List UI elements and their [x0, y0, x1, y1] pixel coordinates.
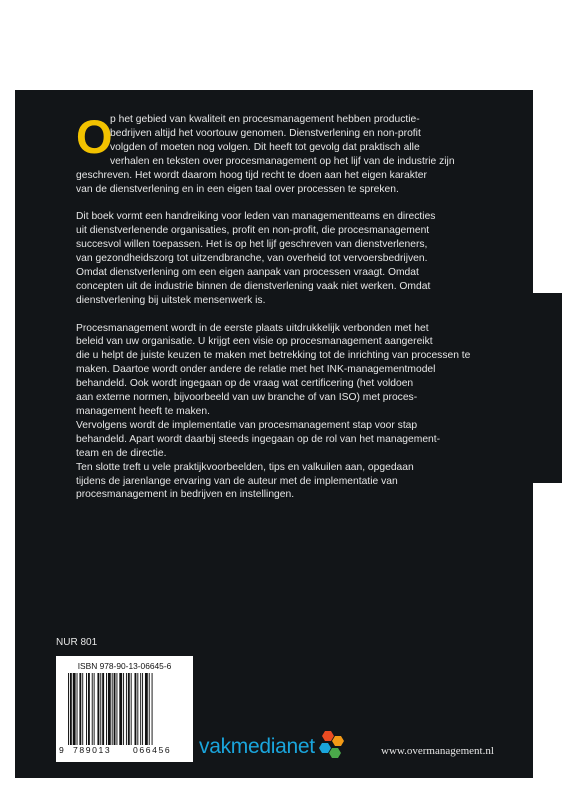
barcode-left-digits: 789013 — [73, 745, 112, 755]
text-line: beleid van uw organisatie. U krijgt een visie op procesmanagement aangereikt — [76, 336, 433, 348]
barcode-bar — [119, 673, 122, 745]
cover-flap — [533, 293, 562, 483]
text-line: verhalen en teksten over procesmanagement op het lijf van de industrie zijn — [110, 155, 455, 167]
text-line: Procesmanagement wordt in de eerste plaats uitdrukkelijk verbonden met het — [76, 322, 429, 334]
paragraph-1 — [76, 110, 501, 196]
text-line: dienstverlening bij uitstek mensenwerk is. — [76, 294, 266, 306]
text-line: p het gebied van kwaliteit en procesmanagement hebben productie- — [110, 114, 420, 125]
paragraph-2 — [76, 210, 501, 307]
paragraph-3 — [76, 322, 501, 503]
barcode-bar — [128, 673, 130, 745]
text-line: team en de directie. — [76, 447, 167, 459]
barcode-bar — [68, 673, 69, 745]
barcode-bar — [79, 673, 81, 745]
hexagon-red — [322, 731, 334, 741]
text-line: bedrijven altijd het voortouw genomen. Dienstverlening en non-profit — [110, 127, 421, 139]
text-line: uit dienstverlenende organisaties, profit en non-profit, die procesmanagement — [76, 225, 430, 237]
barcode-bar — [82, 673, 83, 745]
barcode-bar — [152, 673, 153, 745]
barcode-bar — [102, 673, 104, 745]
text-line: van gezondheidszorg tot uitzendbranche, van overheid tot vervoersbedrijven. — [76, 253, 428, 265]
hexagon-blue — [319, 743, 331, 753]
barcode-bar — [77, 673, 78, 745]
website-url: www.overmanagement.nl — [381, 745, 494, 757]
text-line: procesmanagement in bedrijven en instellingen. — [76, 489, 295, 501]
barcode-bar — [114, 673, 116, 745]
text-line: behandeld. Ook wordt ingegaan op de vraag wat certificering (het voldoen — [76, 378, 414, 390]
hexagon-cluster-icon — [316, 730, 350, 760]
barcode-bar — [149, 673, 150, 745]
text-line: concepten uit de industrie binnen de dienstverlening vaak niet werken. Omdat — [76, 280, 431, 292]
isbn-barcode — [56, 656, 193, 762]
text-line: behandeld. Apart wordt daarbij steeds ingegaan op de rol van het management- — [76, 433, 441, 445]
barcode-first-digit: 9 — [59, 745, 64, 755]
text-line: van de dienstverlening en in een eigen taal over processen te spreken. — [76, 183, 399, 195]
barcode-bar — [140, 673, 141, 745]
barcode-bar — [145, 673, 148, 745]
barcode-bar — [94, 673, 95, 745]
barcode-bars — [68, 673, 181, 745]
barcode-bar — [116, 673, 117, 745]
barcode-bar — [137, 673, 138, 745]
text-line: geschreven. Het wordt daarom hoog tijd recht te doen aan het eigen karakter — [76, 169, 427, 181]
barcode-bar — [135, 673, 137, 745]
nur-code: NUR 801 — [56, 637, 98, 648]
barcode-bar — [86, 673, 87, 745]
text-line: management heeft te maken. — [76, 406, 210, 417]
barcode-bar — [100, 673, 101, 745]
text-line: aan externe normen, bijvoorbeeld van uw branche of van ISO) met proces- — [76, 392, 418, 404]
isbn-label: ISBN 978-90-13-06645-6 — [77, 661, 172, 671]
hexagon-orange — [332, 736, 344, 746]
barcode-bar — [88, 673, 90, 745]
text-line: tijdens de jarenlange ervaring van de auteur met de implementatie van — [76, 475, 398, 487]
text-line: volgden of moeten nog volgen. Dit heeft tot gevolg dat praktisch alle — [110, 141, 420, 153]
barcode-bar — [92, 673, 93, 745]
barcode-bar — [108, 673, 111, 745]
text-line: Ten slotte treft u vele praktijkvoorbeelden, tips en valkuilen aan, opgedaan — [76, 461, 414, 473]
hexagon-green — [329, 748, 341, 758]
drop-cap: O — [76, 110, 113, 163]
blurb-text — [76, 110, 501, 516]
text-line: Dit boek vormt een handreiking voor leden van managementteams en directies — [76, 211, 436, 223]
barcode-bar — [97, 673, 99, 745]
barcode-right-digits: 066456 — [133, 745, 172, 755]
text-line: maken. Daartoe wordt onder andere de relatie met het INK-managementmodel — [76, 364, 436, 376]
barcode-bar — [73, 673, 76, 745]
text-line: Vervolgens wordt de implementatie van procesmanagement stap voor stap — [76, 419, 418, 431]
barcode-bar — [131, 673, 132, 745]
publisher-logo-text: vakmedianet — [199, 735, 315, 758]
barcode-bar — [126, 673, 127, 745]
barcode-bar — [112, 673, 113, 745]
barcode-bar — [142, 673, 143, 745]
text-line: succesvol willen toepassen. Het is op het lijf geschreven van dienstverleners, — [76, 239, 428, 251]
text-line: die u helpt de juiste keuzen te maken met betrekking tot de inrichting van processen te — [76, 350, 471, 362]
barcode-bar — [70, 673, 72, 745]
barcode-bar — [106, 673, 107, 745]
text-line: Omdat dienstverlening om een eigen aanpak van processen vraagt. Omdat — [76, 266, 419, 278]
barcode-bar — [123, 673, 124, 745]
